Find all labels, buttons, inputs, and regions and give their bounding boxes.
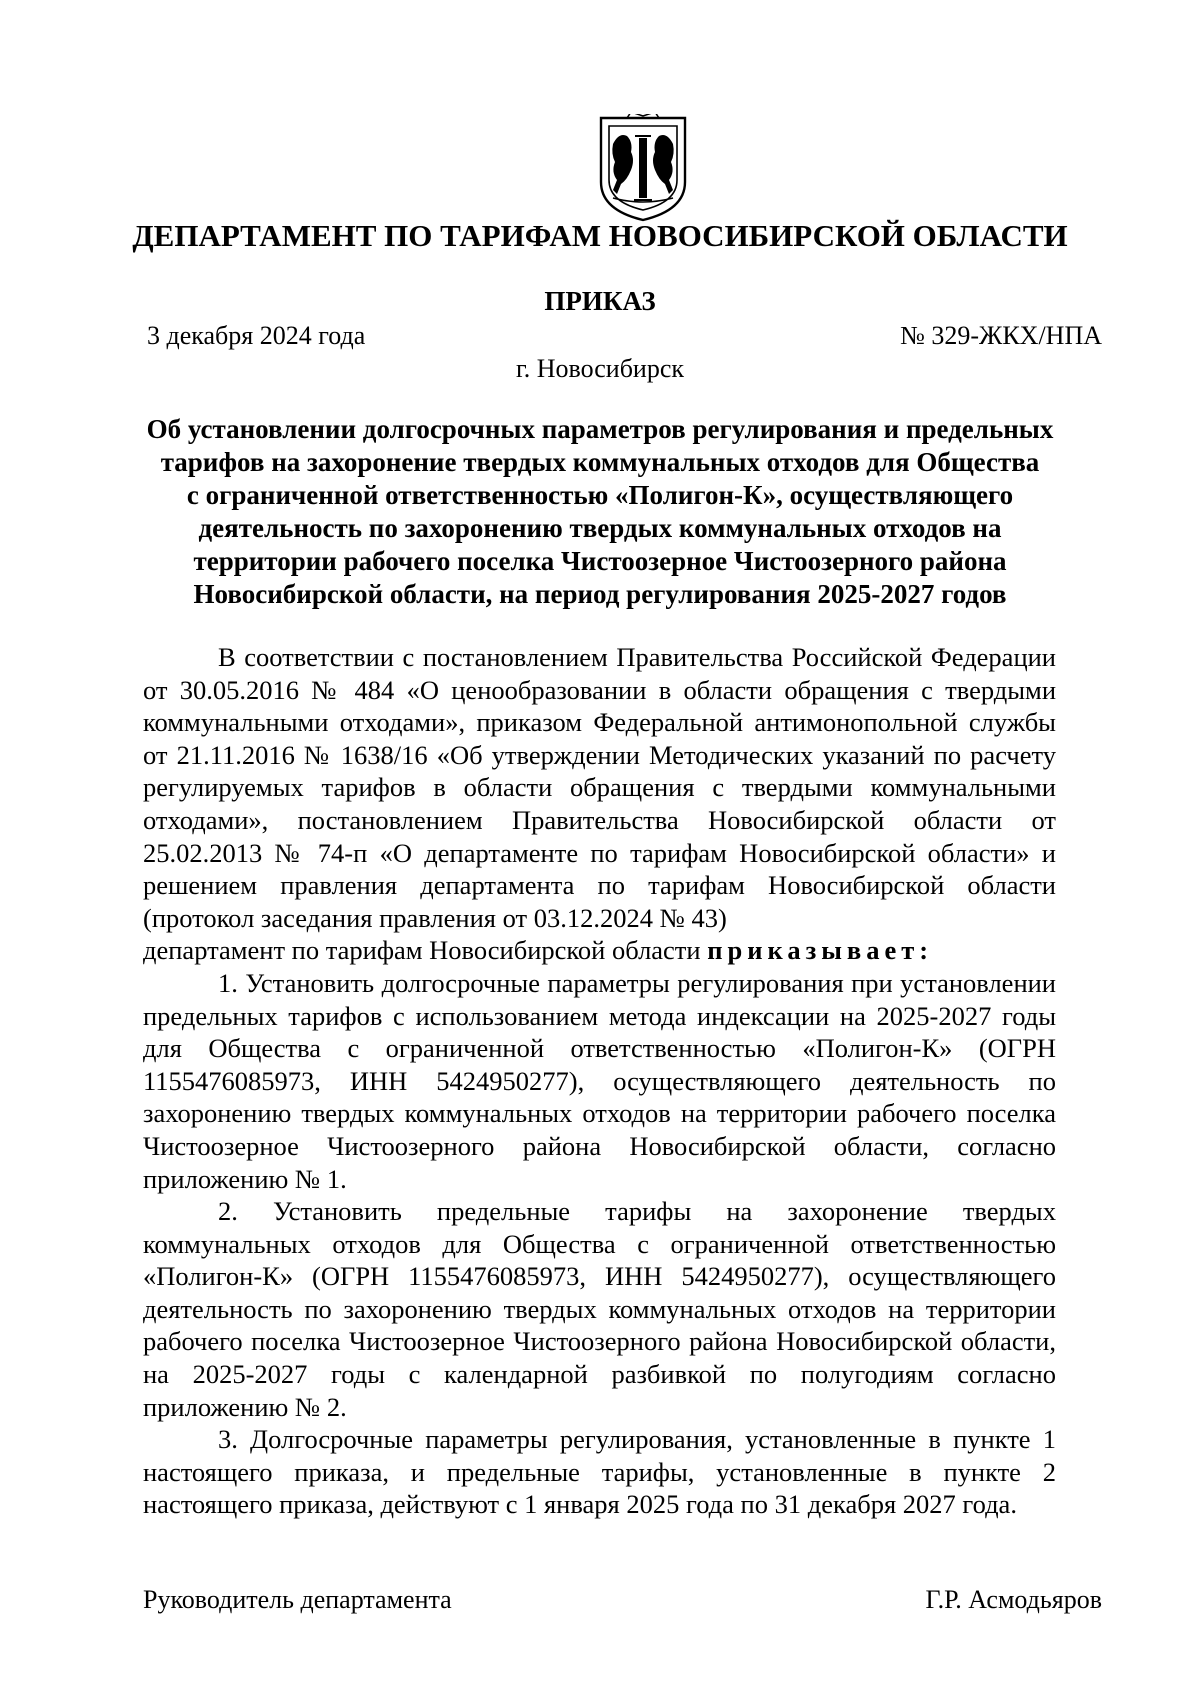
title-line: Новосибирской области, на период регулирования 2025-2027 годов	[193, 579, 1007, 609]
document-number: № 329-ЖКХ/НПА	[900, 321, 1102, 350]
orders-word: приказывает:	[707, 935, 934, 966]
order-item-2: 2. Установить предельные тарифы на захоронение твердых коммунальных отходов для Общества с ограниченной ответственностью «Полигон-К» (ОГРН 1155476085973, ИНН 5424950277), осуществляющего деятельность по захоронению твердых коммунальных отходов на территории рабочего поселка Чистоозерное Чистоозерного района Новосибирской области, на 2025-2027 годы с календарной разбивкой по полугодиям согласно приложению № 2.	[143, 1196, 1056, 1422]
document-type: ПРИКАЗ	[544, 286, 656, 316]
title-line: с ограниченной ответственностью «Полигон-К», осуществляющего	[186, 480, 1014, 510]
orders-prefix: департамент по тарифам Новосибирской области	[143, 935, 708, 966]
title-line: деятельность по захоронению твердых коммунальных отходов на	[198, 513, 1002, 543]
document-date: 3 декабря 2024 года	[147, 321, 366, 350]
title-line: территории рабочего поселка Чистоозерное Чистоозерного района	[193, 546, 1007, 576]
department-name: ДЕПАРТАМЕНТ ПО ТАРИФАМ НОВОСИБИРСКОЙ ОБЛАСТИ	[132, 218, 1068, 253]
order-item-3: 3. Долгосрочные параметры регулирования, установленные в пункте 1 настоящего приказа, и предельные тарифы, установленные в пункте 2 настоящего приказа, действуют с 1 января 2025 года по 31 декабря 2027 года.	[143, 1424, 1056, 1520]
title-line: тарифов на захоронение твердых коммунальных отходов для Общества	[160, 447, 1040, 477]
signatory-name: Г.Р. Асмодьяров	[925, 1585, 1102, 1614]
orders-line	[143, 934, 1056, 967]
title-line: Об установлении долгосрочных параметров регулирования и предельных	[146, 414, 1054, 444]
document-city: г. Новосибирск	[515, 354, 685, 383]
document-body	[143, 641, 1056, 1521]
order-item-1: 1. Установить долгосрочные параметры регулирования при установлении предельных тарифов с использованием метода индексации на 2025-2027 годы для Общества с ограниченной ответственностью «Полигон-К» (ОГРН 1155476085973, ИНН 5424950277), осуществляющего деятельность по захоронению твердых коммунальных отходов на территории рабочего поселка Чистоозерное Чистоозерного района Новосибирской области, согласно приложению № 1.	[143, 967, 1056, 1194]
signatory-role: Руководитель департамента	[143, 1585, 452, 1614]
preamble-paragraph: В соответствии с постановлением Правительства Российской Федерации от 30.05.2016 № 484 «О ценообразовании в области обращения с твердыми коммунальными отходами», приказом Федеральной антимонопольной службы от 21.11.2016 № 1638/16 «Об утверждении Методических указаний по расчету регулируемых тарифов в области обращения с твердыми коммунальными отходами», постановлением Правительства Новосибирской области от 25.02.2013 № 74-п «О департаменте по тарифам Новосибирской области» и решением правления департамента по тарифам Новосибирской области (протокол заседания правления от 03.12.2024 № 43)	[143, 642, 1056, 933]
document-title	[140, 413, 1060, 611]
coat-of-arms-icon	[597, 114, 689, 224]
